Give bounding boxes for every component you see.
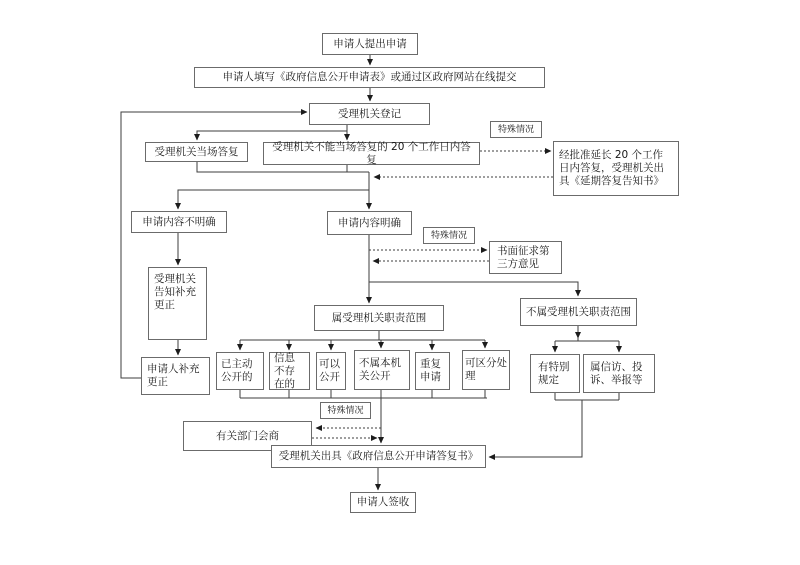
node-applicant-supplement: 申请人补充更正 <box>141 357 210 395</box>
node-third-party-opinion: 书面征求第三方意见 <box>489 241 562 274</box>
node-special-provisions: 有特别规定 <box>530 354 580 393</box>
node-apply: 申请人提出申请 <box>322 33 418 55</box>
node-repeated-application: 重复申请 <box>415 352 450 390</box>
node-separable-handling: 可区分处理 <box>462 350 510 390</box>
label-special-case-1: 特殊情况 <box>490 121 542 138</box>
node-in-scope: 属受理机关职责范围 <box>314 305 444 331</box>
label-special-case-2: 特殊情况 <box>423 227 475 244</box>
node-register: 受理机关登记 <box>309 103 430 125</box>
node-content-unclear: 申请内容不明确 <box>131 211 227 233</box>
node-notify-supplement: 受理机关告知补充更正 <box>148 267 207 340</box>
label-special-case-3: 特殊情况 <box>320 402 371 419</box>
node-petition-complaint: 属信访、投诉、举报等 <box>583 354 655 393</box>
node-proactively-disclosed: 已主动公开的 <box>216 352 264 390</box>
node-content-clear: 申请内容明确 <box>327 211 412 235</box>
node-onspot-reply: 受理机关当场答复 <box>145 142 248 162</box>
node-dept-consultation: 有关部门会商 <box>183 421 312 451</box>
node-fill-form: 申请人填写《政府信息公开申请表》或通过区政府网站在线提交 <box>194 67 545 88</box>
node-sign-receipt: 申请人签收 <box>350 492 416 513</box>
node-issue-reply: 受理机关出具《政府信息公开申请答复书》 <box>271 445 486 468</box>
node-out-of-scope: 不属受理机关职责范围 <box>520 298 637 326</box>
node-not-this-organ: 不属本机关公开 <box>354 350 410 390</box>
node-not-onspot-reply: 受理机关不能当场答复的 20 个工作日内答复 <box>263 142 480 165</box>
node-can-disclose: 可以公开 <box>316 352 346 390</box>
node-extend-reply: 经批准延长 20 个工作日内答复，受理机关出具《延期答复告知书》 <box>553 141 679 196</box>
node-info-not-exist: 信息不存在的 <box>269 352 310 390</box>
